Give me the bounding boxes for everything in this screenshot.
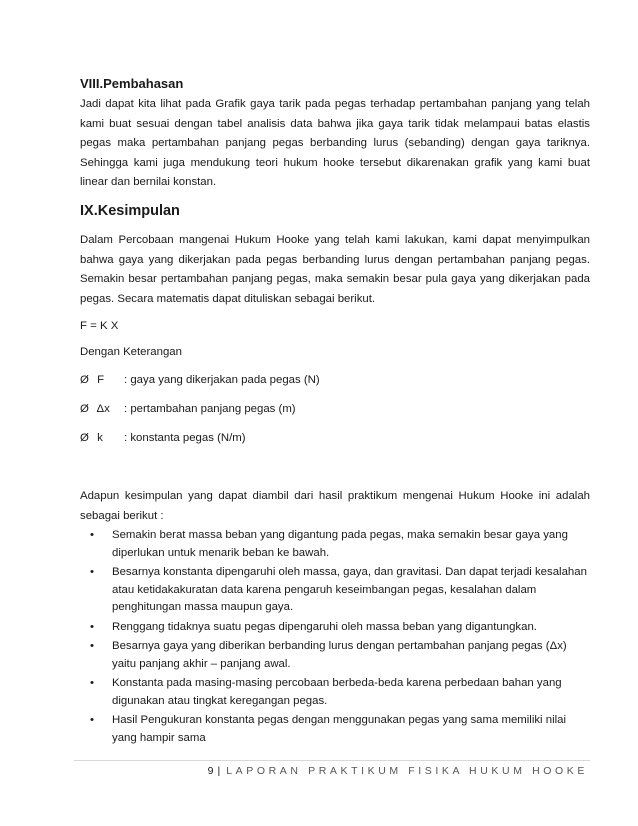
bullet-icon: • [90,714,94,726]
paragraph-pembahasan: Jadi dapat kita lihat pada Grafik gaya tarik pada pegas terhadap pertambahan panjang yang telah kami buat sesuai dengan tabel analisis data bahwa jika gaya tarik tidak melampaui batas elastis pegas maka pertambahan panjang pegas berbanding lurus (sebanding) dengan gaya tariknya. Sehingga kami juga mendukung teori hukum hooke tersebut dikarenakan grafik yang kami buat linear dan bernilai konstan. [80,98,590,189]
formula: F = K X [80,320,119,332]
bullet-icon: • [90,566,94,578]
bullet-icon: • [90,620,94,633]
legend-term: Δx [96,403,110,415]
legend-term: F [97,374,105,386]
bullet-icon: • [90,640,94,652]
footer-separator: | [217,765,221,777]
conclusion-list [90,527,590,749]
section-heading-pembahasan: VIII.Pembahasan [80,76,184,91]
list-item: • Renggang tidaknya suatu pegas dipengaruhi oleh massa beban yang digantungkan. [90,619,590,637]
paragraph-kesimpulan: Dalam Percobaan mangenai Hukum Hooke yang telah kami lakukan, kami dapat menyimpulkan bahwa gaya yang dikerjakan pada pegas berbanding lurus dengan pertambahan panjang pegas. Semakin besar pertambahan panjang pegas, maka semakin besar pula gaya yang dikerjakan pada pegas. Secara matematis dapat dituliskan sebagai berikut. [80,234,590,305]
legend-description: : gaya yang dikerjakan pada pegas (N) [124,374,320,386]
bullet-icon: • [90,677,94,689]
section-heading-kesimpulan: IX.Kesimpulan [80,203,180,219]
page-footer [208,765,588,777]
legend-term: k [97,432,103,444]
arrow-bullet-icon: Ø [80,374,89,386]
arrow-bullet-icon: Ø [80,403,89,415]
legend-description: : pertambahan panjang pegas (m) [124,403,296,415]
list-item: • Besarnya konstanta dipengaruhi oleh massa, gaya, dan gravitasi. Dan dapat terjadi kesalahan atau ketidakakuratan data karena pengaruh keseimbangan pegas, kesalahan dalam penghitungan massa maupun gaya. [90,566,587,613]
list-item: • Semakin berat massa beban yang digantung pada pegas, maka semakin besar gaya yang diperlukan untuk menarik beban ke bawah. [90,529,568,559]
legend-title: Dengan Keterangan [80,346,182,358]
list-item: • Konstanta pada masing-masing percobaan berbeda-beda karena perbedaan bahan yang digunakan atau tingkat keregangan pegas. [90,677,562,707]
list-item: • Hasil Pengukuran konstanta pegas dengan menggunakan pegas yang sama memiliki nilai yang hampir sama [90,714,567,744]
bullet-icon: • [90,529,94,541]
footer-title: LAPORAN PRAKTIKUM FISIKA HUKUM HOOKE [226,765,588,777]
footer-divider [74,760,590,761]
list-item: • Besarnya gaya yang diberikan berbanding lurus dengan pertambahan panjang pegas (Δx) yaitu panjang akhir – panjang awal. [90,640,567,670]
conclusion-intro: Adapun kesimpulan yang dapat diambil dari hasil praktikum mengenai Hukum Hooke ini adalah sebagai berikut : [80,490,590,522]
page-number: 9 [207,765,214,777]
arrow-bullet-icon: Ø [80,432,89,444]
legend-description: : konstanta pegas (N/m) [124,432,246,444]
